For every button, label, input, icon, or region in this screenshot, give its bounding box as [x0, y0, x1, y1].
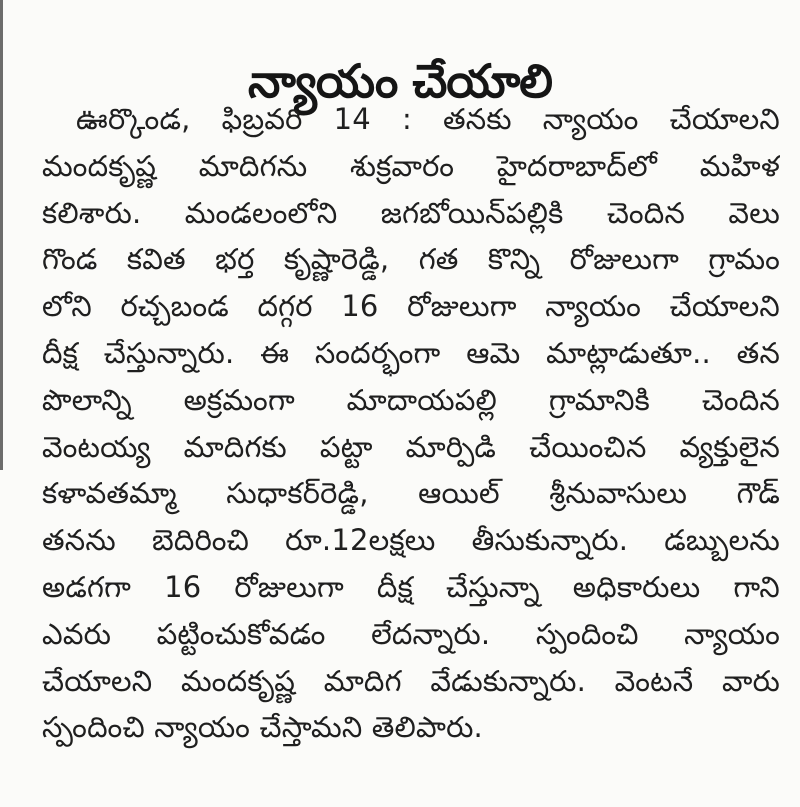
article-body: [42, 96, 780, 751]
article-headline: న్యాయం చేయాలి: [248, 53, 552, 108]
article-line: వెంటయ్య మాదిగకు పట్టా మార్పిడి చేయించిన వ్యక్తులైన: [42, 429, 780, 464]
article-line: మందకృష్ణ మాదిగను శుక్రవారం హైదరాబాద్‌లో మహిళ: [42, 148, 780, 183]
article-line: ఎవరు పట్టించుకోవడం లేదన్నారు. స్పందించి న్యాయం: [42, 616, 780, 651]
article-line: తనను బెదిరించి రూ.12లక్షలు తీసుకున్నారు. డబ్బులను: [42, 523, 780, 558]
article-line: పొలాన్ని అక్రమంగా మాదాయపల్లి గ్రామానికి చెందిన: [42, 382, 780, 417]
article-line: చేయాలని మందకృష్ణ మాదిగ వేడుకున్నారు. వెంటనే వారు: [42, 663, 780, 698]
article-line: దీక్ష చేస్తున్నారు. ఈ సందర్భంగా ఆమె మాట్లాడుతూ.. తన: [42, 335, 780, 370]
article-line: లోని రచ్చబండ దగ్గర 16 రోజులుగా న్యాయం చేయాలని: [42, 289, 780, 324]
article-line: గొండ కవిత భర్త కృష్ణారెడ్డి, గత కొన్ని రోజులుగా గ్రామం: [42, 242, 780, 277]
article-line: కలిశారు. మండలంలోని జగబోయిన్‌పల్లికి చెందిన వెలు: [42, 195, 780, 230]
article-line: స్పందించి న్యాయం చేస్తామని తెలిపారు.: [42, 710, 483, 745]
article-line: ఊర్కొండ, ఫిబ్రవరి 14 : తనకు న్యాయం చేయాలని: [76, 102, 780, 136]
article-line: అడగగా 16 రోజులుగా దీక్ష చేస్తున్నా అధికారులు గాని: [42, 569, 780, 604]
article-line: కళావతమ్మా సుధాకర్‌రెడ్డి, ఆయిల్ శ్రీనువాసులు గౌడ్: [42, 476, 780, 511]
